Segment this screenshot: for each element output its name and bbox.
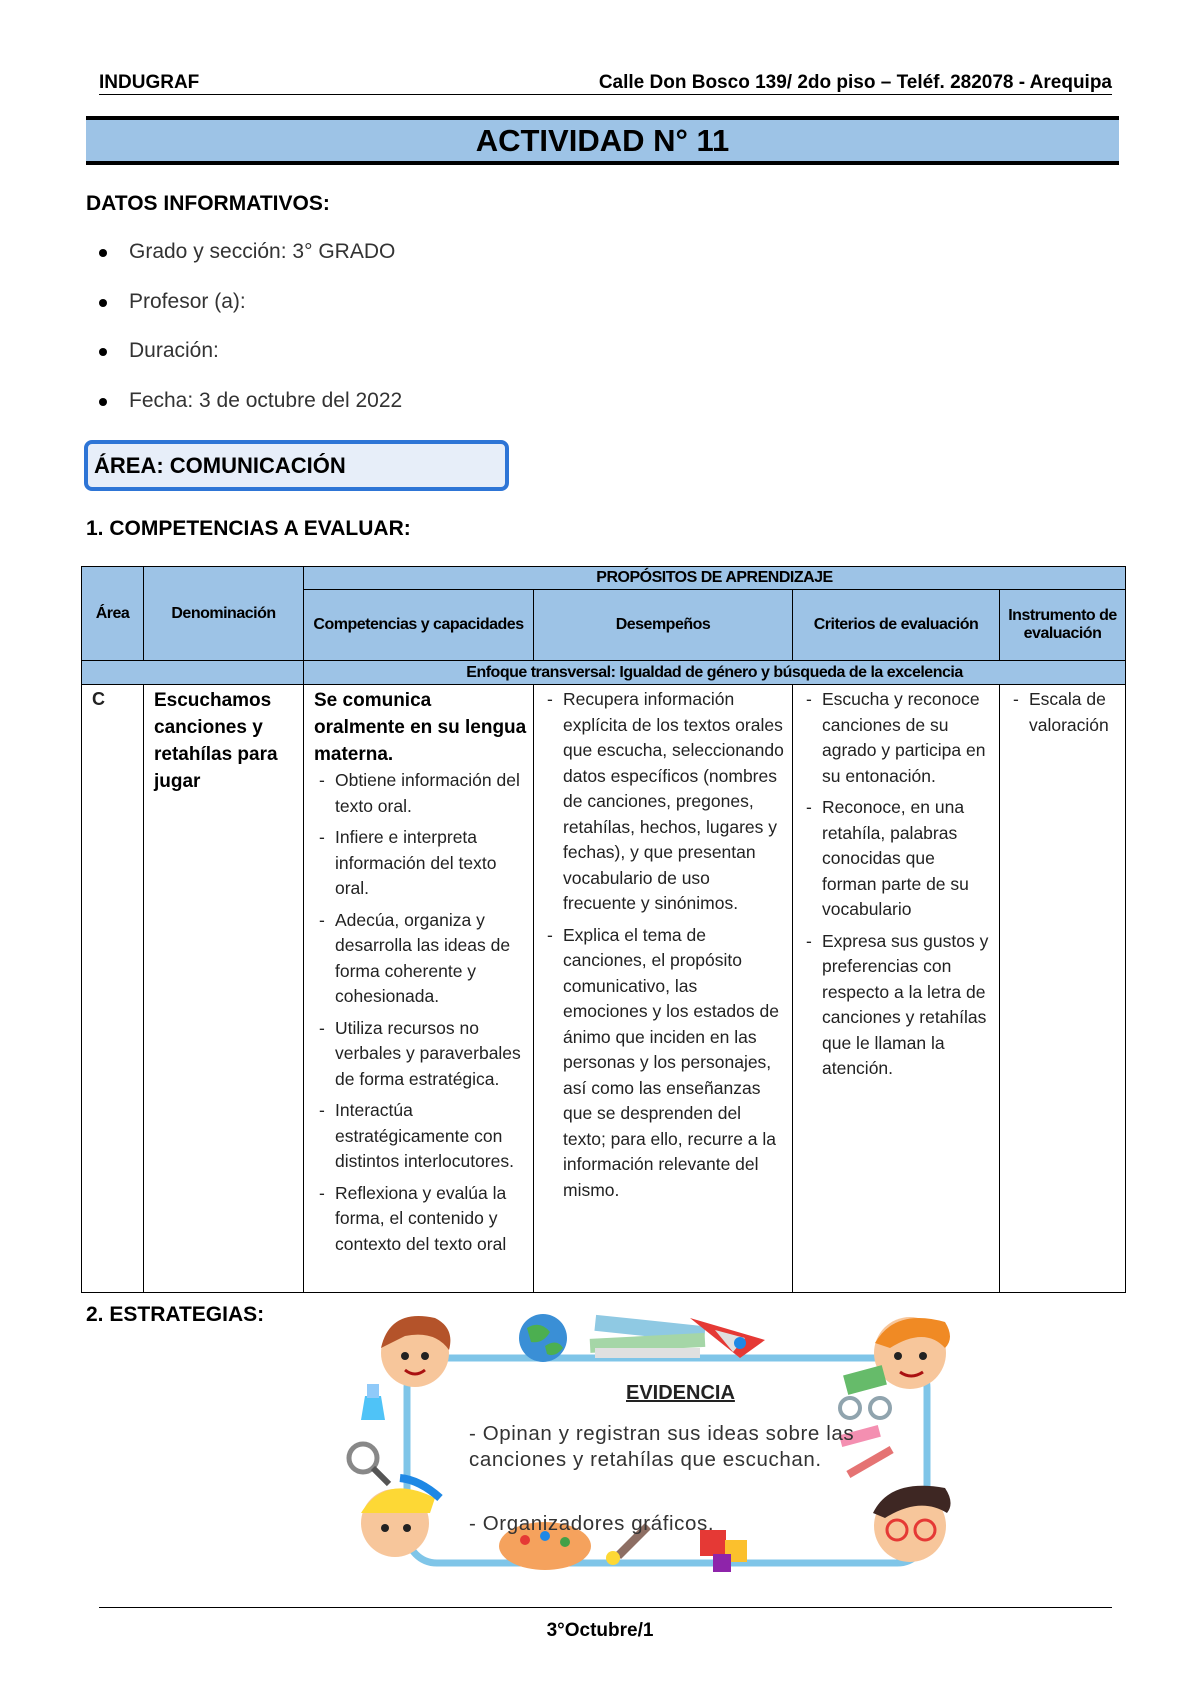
list-item-text: Obtiene información del texto oral.	[335, 770, 520, 816]
glasses-icon	[840, 1398, 890, 1418]
list-item-text: Interactúa estratégicamente con distintos interlocutores.	[335, 1100, 514, 1171]
list-item: - Explica el tema de canciones, el propósito comunicativo, las emociones y los estados de ánimo que inciden en las personas y los personajes, así como las enseñanzas que se desprenden del texto; para ello, recurre a la información relevante del mismo.	[547, 924, 779, 1200]
bullet-icon	[99, 249, 107, 257]
desempenos-list	[542, 687, 784, 1203]
col-header-desempenos: Desempeños	[534, 590, 793, 661]
competencias-table	[81, 566, 1126, 1293]
list-item-text: Adecúa, organiza y desarrolla las ideas de forma coherente y cohesionada.	[335, 909, 511, 1006]
list-item: - Reconoce, en una retahíla, palabras conocidas que forman parte de su vocabulario	[806, 797, 969, 919]
page-header	[99, 72, 1112, 98]
list-item: - Adecúa, organiza y desarrolla las ideas de forma coherente y cohesionada.	[319, 909, 511, 1006]
capacidades-list	[314, 768, 527, 1257]
cell-desempenos	[534, 685, 793, 1293]
competencia-title: Se comunica oralmente en su lengua materna.	[314, 690, 527, 765]
cell-criterios	[793, 685, 1000, 1293]
globe-icon	[519, 1314, 567, 1362]
cell-area: C	[82, 685, 144, 1293]
datos-item-text: Fecha: 3 de octubre del 2022	[129, 388, 403, 412]
area-label: ÁREA: COMUNICACIÓN	[84, 440, 509, 491]
datos-item-text: Profesor (a):	[129, 289, 246, 313]
list-item-text: Infiere e interpreta información del texto oral.	[335, 827, 497, 898]
magnifier-icon	[349, 1444, 389, 1484]
evidencia-title: EVIDENCIA	[626, 1382, 735, 1404]
datos-item	[95, 389, 402, 439]
datos-item	[95, 339, 402, 389]
datos-item-text: Grado y sección: 3° GRADO	[129, 240, 396, 263]
col-header-competencias: Competencias y capacidades	[304, 590, 534, 661]
col-header-area: Área	[82, 567, 144, 661]
bullet-icon	[99, 398, 107, 406]
list-item-text: Expresa sus gustos y preferencias con respecto a la letra de canciones y retahílas que le llaman la atención.	[822, 930, 989, 1078]
datos-list	[95, 240, 402, 438]
list-item: - Escucha y reconoce canciones de su agrado y participa en su entonación.	[806, 689, 986, 786]
list-item: - Interactúa estratégicamente con distintos interlocutores.	[319, 1100, 514, 1171]
header-address: Calle Don Bosco 139/ 2do piso – Teléf. 282078 - Arequipa	[598, 72, 1112, 93]
section-estrategias-heading: 2. ESTRATEGIAS:	[86, 1303, 265, 1326]
footer-rule	[99, 1607, 1112, 1608]
flask-icon	[361, 1384, 385, 1420]
col-header-denominacion: Denominación	[144, 567, 304, 661]
list-item: - Obtiene información del texto oral.	[319, 770, 520, 816]
evidencia-line-1: - Opinan y registran sus ideas sobre las canciones y retahílas que escuchan.	[469, 1422, 855, 1471]
criterios-list	[801, 687, 991, 1082]
cell-competencias	[304, 685, 534, 1293]
col-header-instrumento: Instrumento de evaluación	[1000, 590, 1126, 661]
header-company: INDUGRAF	[99, 72, 200, 93]
cell-denominacion: Escuchamos canciones y retahílas para jugar	[144, 685, 304, 1293]
sharpener-icon	[843, 1365, 887, 1395]
kid-cap-icon	[361, 1478, 440, 1557]
enfoque-transversal: Enfoque transversal: Igualdad de género y búsqueda de la excelencia	[304, 661, 1126, 685]
enfoque-spacer	[82, 661, 304, 685]
list-item-text: Escucha y reconoce canciones de su agrado y participa en su entonación.	[822, 689, 986, 786]
list-item: - Utiliza recursos no verbales y paraverbales de forma estratégica.	[319, 1017, 521, 1089]
datos-item-text: Duración:	[129, 339, 219, 362]
datos-item	[95, 290, 402, 340]
kid-glasses-icon	[873, 1486, 951, 1562]
col-header-criterios: Criterios de evaluación	[793, 590, 1000, 661]
list-item-text: Reflexiona y evalúa la forma, el contenido y contexto del texto oral	[335, 1182, 507, 1254]
footer-page-label: 3°Octubre/1	[546, 1620, 654, 1641]
list-item: - Recupera información explícita de los textos orales que escucha, seleccionando datos específicos (nombres de canciones, pregones, retahílas, hechos, lugares y fechas), y que presentan vocabulario de uso frecuente y sinónimos.	[547, 689, 784, 913]
list-item: - Infiere e interpreta información del texto oral.	[319, 827, 497, 898]
datos-heading: DATOS INFORMATIVOS:	[86, 192, 330, 215]
evidencia-line-2: - Organizadores gráficos.	[469, 1512, 715, 1535]
list-item: - Expresa sus gustos y preferencias con respecto a la letra de canciones y retahílas que le llaman la atención.	[806, 930, 989, 1078]
kid-girl-icon	[381, 1316, 450, 1387]
list-item: - Escala de valoración	[1013, 689, 1109, 735]
bullet-icon	[99, 299, 107, 307]
books-icon	[590, 1315, 706, 1358]
list-item-text: Escala de valoración	[1029, 689, 1109, 735]
datos-item	[95, 240, 402, 290]
kid-boy-icon	[874, 1317, 950, 1389]
list-item-text: Reconoce, en una retahíla, palabras conocidas que forman parte de su vocabulario	[822, 797, 969, 919]
bullet-icon	[99, 348, 107, 356]
list-item-text: Utiliza recursos no verbales y paraverbales de forma estratégica.	[335, 1017, 521, 1089]
instrumento-list	[1008, 687, 1119, 738]
list-item: - Reflexiona y evalúa la forma, el contenido y contexto del texto oral	[319, 1182, 507, 1254]
header-rule	[99, 94, 1112, 95]
activity-title: ACTIVIDAD N° 11	[86, 116, 1119, 165]
list-item-text: Recupera información explícita de los textos orales que escucha, seleccionando datos específicos (nombres de canciones, pregones, retahílas, hechos, lugares y fechas), y que presentan vocabulario de uso frecuente y sinónimos.	[563, 689, 784, 913]
cell-instrumento	[1000, 685, 1126, 1293]
list-item-text: Explica el tema de canciones, el propósito comunicativo, las emociones y los estados de ánimo que inciden en las personas y los personajes, así como las enseñanzas que se desprenden del texto; para ello, recurre a la información relevante del mismo.	[563, 924, 779, 1200]
section-competencias-heading: 1. COMPETENCIAS A EVALUAR:	[86, 517, 411, 540]
propositos-header: PROPÓSITOS DE APRENDIZAJE	[304, 567, 1126, 590]
